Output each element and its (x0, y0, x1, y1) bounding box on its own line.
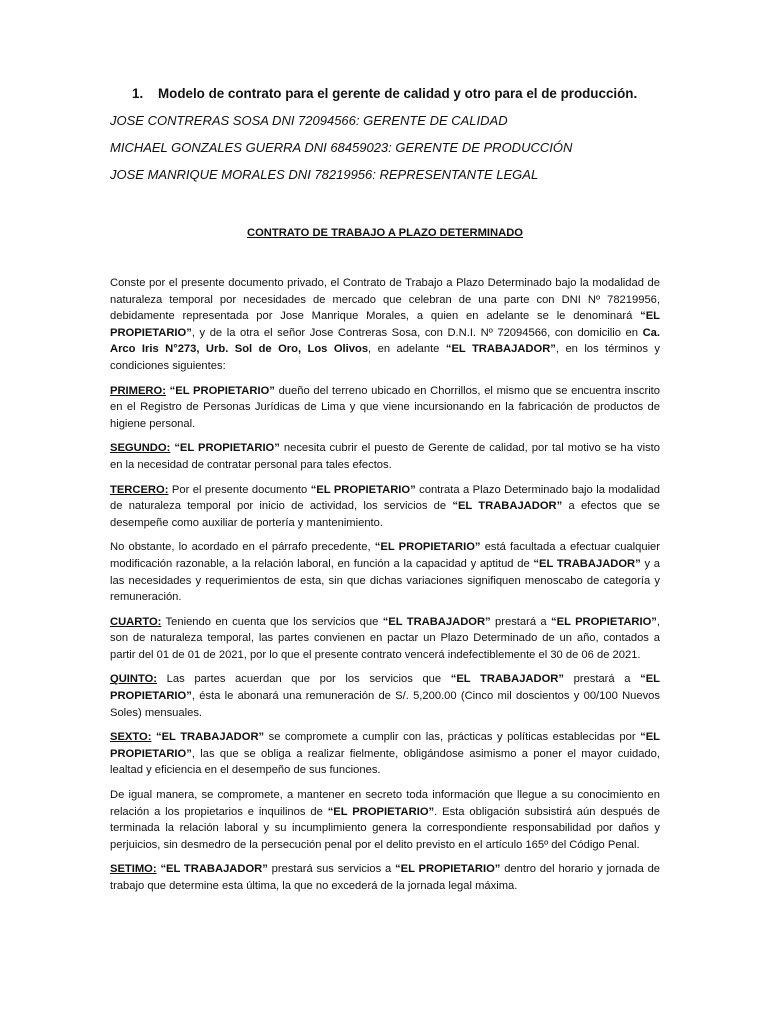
paragraph-text-1: No obstante, lo acordado en el párrafo precedente, (110, 541, 375, 554)
clause-text-2: prestará a (563, 673, 641, 686)
term-trabajador: “EL TRABAJADOR” (445, 343, 556, 356)
term-trabajador: “EL TRABAJADOR” (450, 673, 564, 686)
clause-cuarto (110, 614, 660, 664)
intro-paragraph (110, 275, 660, 375)
clause-tercero (110, 482, 660, 532)
clause-text-2: dentro del horario y jornada de trabajo que determine esta última, la que no excederá de la jornada legal máxima. (110, 863, 661, 892)
term-trabajador: “EL TRABAJADOR” (382, 615, 491, 628)
clause-text-1: prestará sus servicios a (267, 863, 396, 876)
party-line-2: MICHAEL GONZALES GUERRA DNI 68459023: GERENTE DE PRODUCCIÓN (110, 140, 573, 155)
intro-text-1: Conste por el presente documento privado, el Contrato de Trabajo a Plazo Determinado bajo la modalidad de naturaleza temporal por necesidades de mercado que celebran de una parte con DNI Nº 78219956, debidamente representada por Jose Manrique Morales, a quien en adelante se le denominará (110, 277, 660, 323)
clause-text-2: contrata a Plazo Determinado bajo la modalidad de naturaleza temporal por inicio de actividad, los servicios de (110, 483, 660, 513)
clause-text: necesita cubrir el puesto de Gerente de calidad, por tal motivo se ha visto en la necesidad de contratar personal para tales efectos. (110, 442, 661, 471)
term-propietario: “EL PROPIETARIO” (110, 673, 660, 703)
clause-text-3: , son de naturaleza temporal, las partes convienen en pactar un Plazo Determinado de un año, contados a partir del 01 de 01 de 2021, por lo que el presente contrato vencerá indefectiblemente el 30 de 06 de 2021. (110, 615, 661, 661)
heading-text: Modelo de contrato para el gerente de calidad y otro para el de producción. (158, 86, 638, 101)
clause-text-1: Por el presente documento (168, 483, 311, 496)
clause-setimo (110, 861, 660, 894)
clause-label: CUARTO: (110, 615, 162, 628)
contract-title: CONTRATO DE TRABAJO A PLAZO DETERMINADO (247, 227, 523, 239)
term-propietario: “EL PROPIETARIO” (374, 541, 481, 554)
clause-text-1: Teniendo en cuenta que los servicios que (161, 615, 383, 628)
clause-label: TERCERO: (110, 483, 169, 496)
paragraph-text-2: está facultada a efectuar cualquier modificación razonable, a la relación laboral, en función a la capacidad y aptitud de (110, 541, 660, 570)
term-trabajador-part-1: “EL (533, 557, 554, 570)
clause-primero (110, 383, 660, 433)
term-propietario: “EL PROPIETARIO” (169, 384, 275, 397)
clause-text-2: , las que se obliga a realizar fielmente, obligándose asimismo a poner el mayor cuidado, lealtad y eficiencia en el desempeño de sus funciones. (110, 747, 660, 777)
paragraph-text-2: . Esta obligación subsistirá aún después de terminada la relación laboral y su incumplimiento genera la correspondiente responsabilidad por daños y perjuicios, sin desmedro de la persecución penal por el delito previsto en el artículo 165º del Código Penal. (110, 805, 660, 851)
address: Ca. Arco Iris N°273, Urb. Sol de Oro, Los Olivos (110, 326, 660, 356)
intro-text-2: , y de la otra el señor Jose Contreras Sosa, con D.N.I. Nº 72094566, con domicilio en (191, 326, 643, 339)
term-trabajador: “EL TRABAJADOR” (452, 500, 563, 513)
clause-text-3: , ésta le abonará una remuneración de S/. 5,200.00 (Cinco mil doscientos y 00/100 Nuevos Soles) mensuales. (110, 690, 660, 719)
clause-label: SETIMO: (110, 863, 157, 876)
clause-label: PRIMERO: (110, 384, 166, 397)
heading-number: 1. (132, 86, 144, 101)
term-trabajador: “EL TRABAJADOR” (156, 731, 265, 744)
clause-label: SEGUNDO: (110, 442, 171, 455)
term-propietario: “EL PROPIETARIO” (327, 805, 435, 818)
clause-text-1: Las partes acuerdan que por los servicios que (157, 673, 451, 686)
term-propietario: “EL PROPIETARIO” (110, 731, 661, 760)
clause-text-2: prestará a (490, 615, 552, 628)
term-propietario: “EL PROPIETARIO” (551, 615, 657, 628)
clause-text-1: se compromete a cumplir con las, prácticas y políticas establecidas por (264, 731, 641, 744)
term-propietario: “EL PROPIETARIO” (310, 483, 416, 496)
clause-label: SEXTO: (110, 731, 152, 744)
party-line-1: JOSE CONTRERAS SOSA DNI 72094566: GERENTE DE CALIDAD (110, 113, 508, 128)
clause-label: QUINTO: (110, 673, 158, 686)
paragraph-no-obstante (110, 539, 660, 605)
paragraph-igual-manera (110, 787, 660, 853)
term-propietario: “EL PROPIETARIO” (174, 442, 280, 455)
clause-sexto (110, 729, 660, 779)
term-propietario: “EL PROPIETARIO” (395, 863, 501, 876)
term-propietario: “EL PROPIETARIO” (110, 310, 660, 339)
intro-text-4: , en los términos y condiciones siguientes: (110, 343, 660, 372)
paragraph-text-3: y a las necesidades y requerimientos de esta, sin que dichas variaciones signifiquen menoscabo de categoría y remuneración. (110, 557, 660, 604)
party-line-3: JOSE MANRIQUE MORALES DNI 78219956: REPRESENTANTE LEGAL (110, 167, 539, 182)
section-heading (132, 86, 660, 101)
clause-quinto (110, 671, 660, 721)
paragraph-text-1: De igual manera, se compromete, a mantener en secreto toda información que llegue a su conocimiento en relación a los propietarios e inquilinos de (110, 789, 660, 818)
clause-segundo (110, 440, 660, 473)
intro-text-3: , en adelante (368, 343, 446, 356)
clause-text-3: a efectos que se desempeñe como auxiliar de portería y mantenimiento. (110, 500, 660, 529)
term-trabajador-part-2: TRABAJADOR” (553, 557, 641, 570)
clause-text: dueño del terreno ubicado en Chorrillos, el mismo que se encuentra inscrito en el Registro de Personas Jurídicas de Lima y que viene incursionando en la fabricación de productos de higiene personal. (110, 384, 661, 430)
term-trabajador: “EL TRABAJADOR” (160, 863, 268, 876)
